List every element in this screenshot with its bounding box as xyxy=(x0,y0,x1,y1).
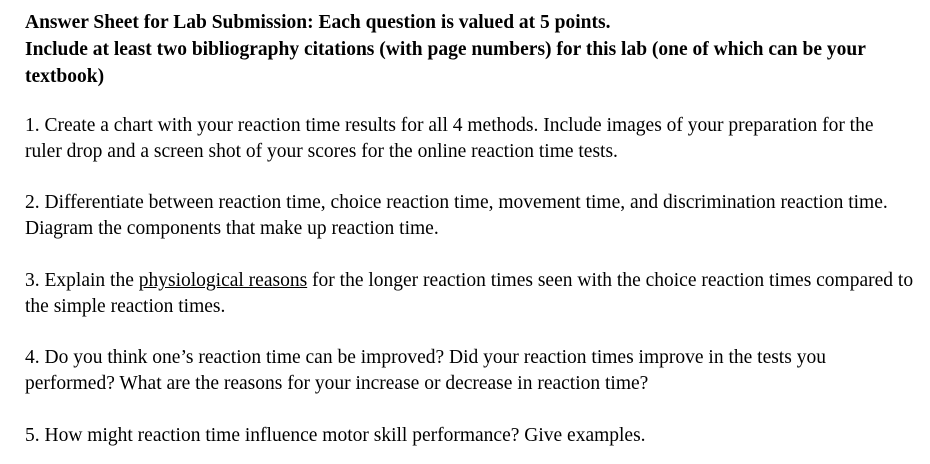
answer-sheet xyxy=(25,9,915,449)
question-5: 5. How might reaction time influence motor skill performance? Give examples. xyxy=(25,425,646,446)
question-2: 2. Differentiate between reaction time, choice reaction time, movement time, and discrimination reaction time. Diagram the components that make up reaction time. xyxy=(25,192,888,239)
question-4: 4. Do you think one’s reaction time can be improved? Did your reaction times improve in the tests you performed? What are the reasons for your increase or decrease in reaction time? xyxy=(25,347,826,394)
question-3-prefix: 3. Explain the xyxy=(25,270,139,291)
question-3-suffix: for the longer reaction times seen with the choice reaction times compared to the simple reaction times. xyxy=(25,270,914,317)
question-3 xyxy=(25,268,915,320)
question-1: 1. Create a chart with your reaction time results for all 4 methods. Include images of your preparation for the ruler drop and a screen shot of your scores for the online reaction time tests. xyxy=(25,115,874,162)
title-line-1: Answer Sheet for Lab Submission: Each question is valued at 5 points. xyxy=(25,12,611,33)
physiological-reasons-underlined: physiological reasons xyxy=(138,270,308,291)
title-line-2: Include at least two bibliography citations (with page numbers) for this lab (one of which can be your textbook) xyxy=(25,39,866,87)
sheet-title xyxy=(25,9,915,90)
